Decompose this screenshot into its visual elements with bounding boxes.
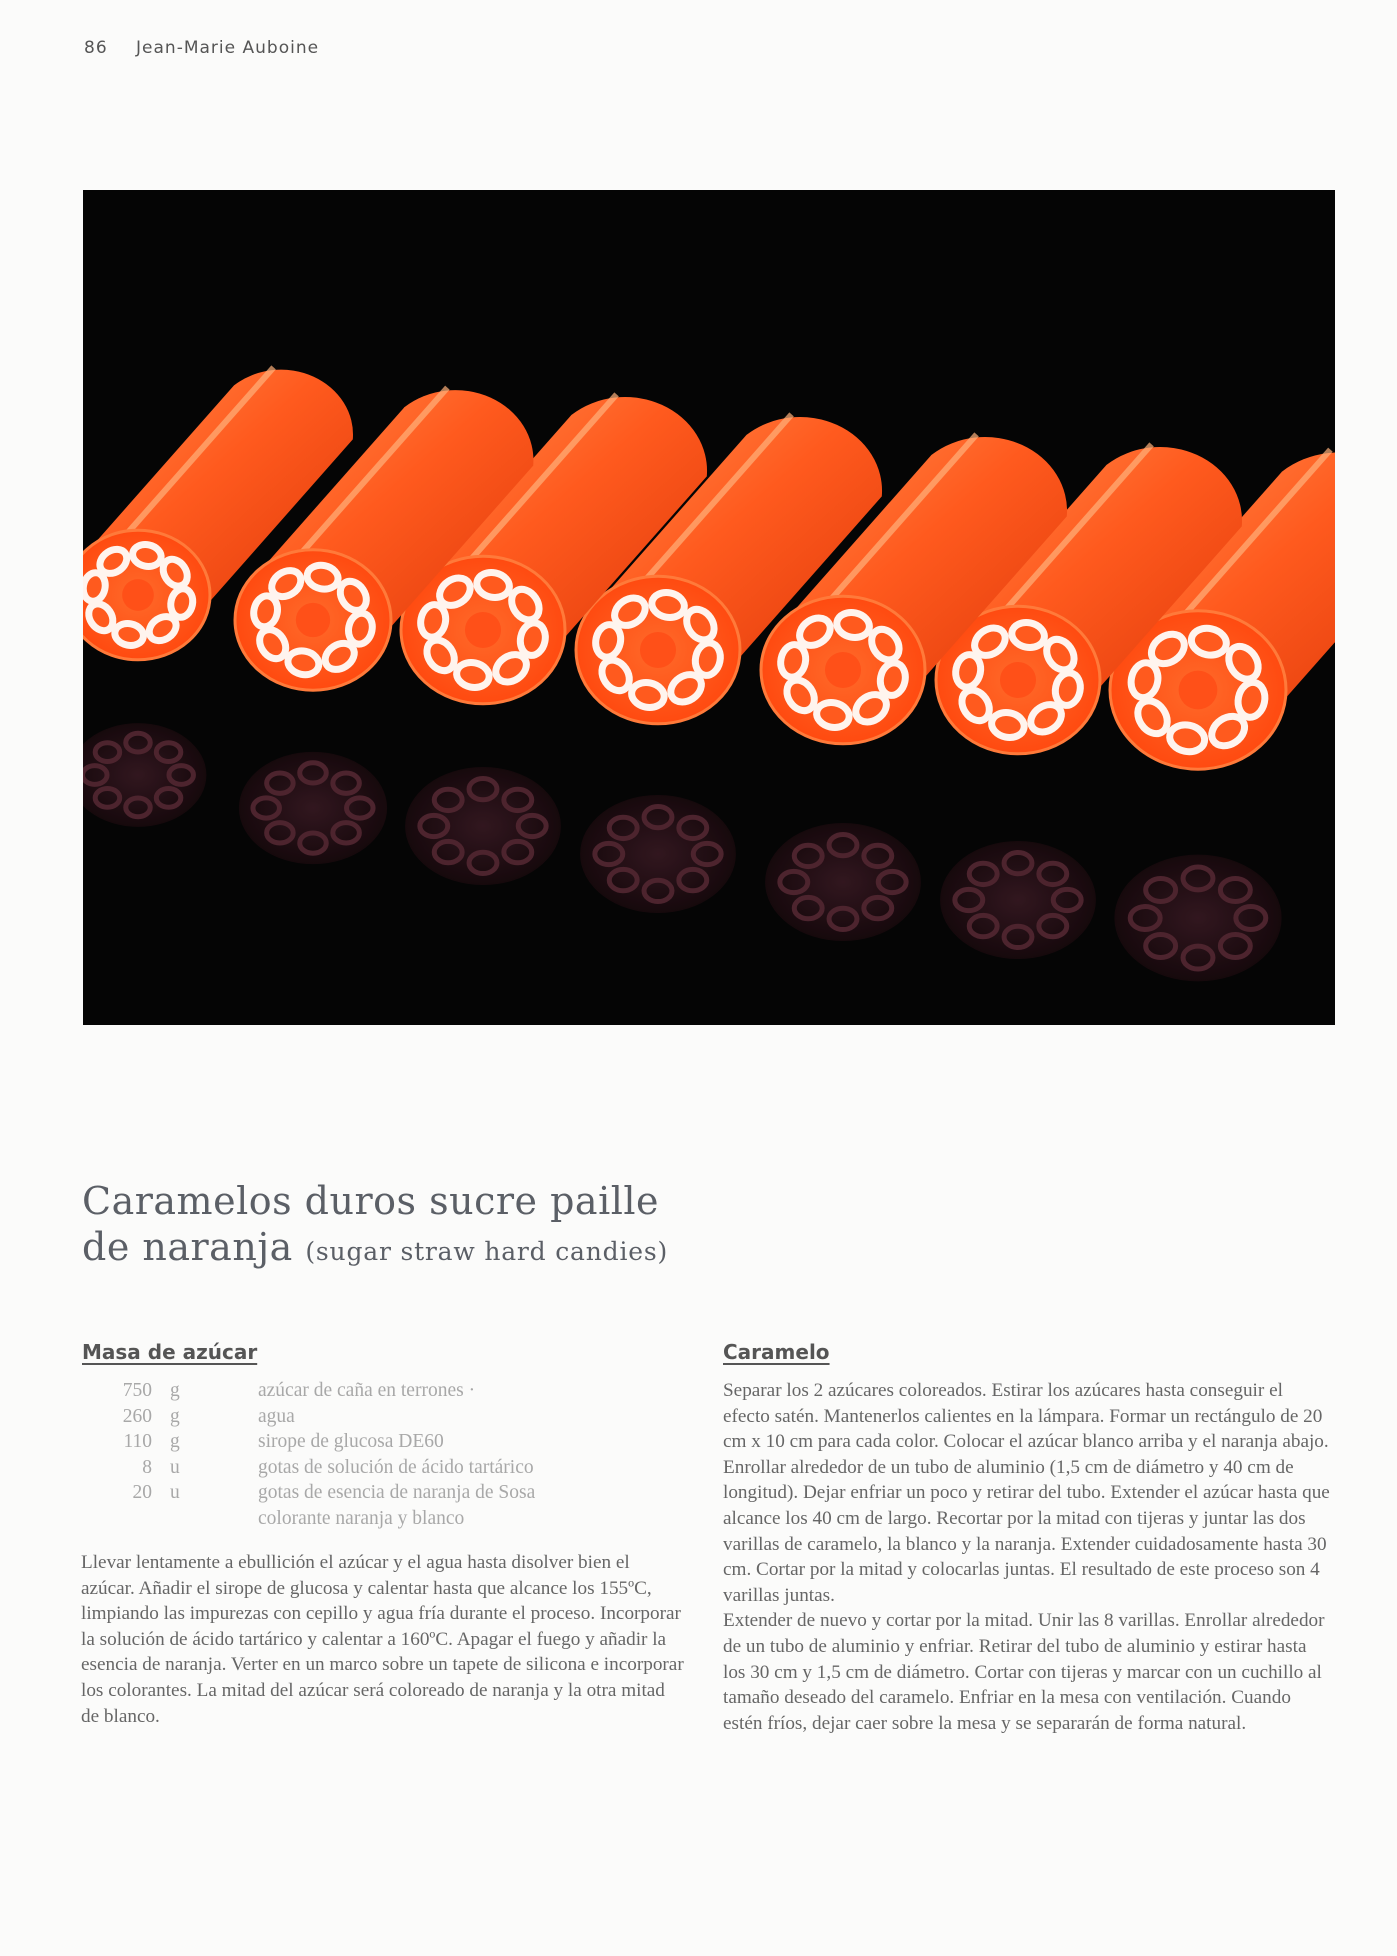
caramelo-instructions-block <box>723 1378 1333 1736</box>
title-line-1: Caramelos duros sucre paille <box>82 1179 660 1223</box>
ingredient-row <box>82 1429 642 1455</box>
ingredient-unit: g <box>170 1380 180 1401</box>
ingredient-row <box>82 1404 642 1430</box>
candy-reflection <box>239 752 387 864</box>
ingredient-name: azúcar de caña en terrones · <box>258 1380 476 1401</box>
ingredient-unit: u <box>170 1482 180 1504</box>
masa-heading: Masa de azúcar <box>82 1340 258 1364</box>
ingredient-unit: u <box>170 1456 180 1478</box>
ingredient-qty: 8 <box>142 1456 152 1478</box>
ingredient-unit: g <box>170 1405 180 1427</box>
caramelo-paragraph-2: Extender de nuevo y cortar por la mitad. Unir las 8 varillas. Enrollar alrededor de un tubo de aluminio y enfriar. Retirar del tubo de aluminio y estirar hasta los 30 cm y 1,5 cm de diámetro. Cortar con tijeras y marcar con un cuchillo al tamaño deseado del caramelo. Enfriar en la mesa con ventilación. Cuando estén fríos, dejar caer sobre la mesa y se separarán de forma natural. <box>723 1610 1325 1734</box>
ingredient-name: agua <box>258 1405 295 1427</box>
ingredient-qty: 20 <box>132 1482 152 1504</box>
page-number: 86 <box>84 38 108 58</box>
ingredient-qty: 260 <box>122 1405 152 1427</box>
ingredient-name: gotas de esencia de naranja de Sosa <box>258 1482 536 1504</box>
ingredient-name: colorante naranja y blanco <box>258 1507 465 1529</box>
ingredients-table <box>82 1378 642 1532</box>
candy-reflection <box>765 823 921 941</box>
ingredient-unit: g <box>170 1431 180 1453</box>
ingredient-qty: 750 <box>122 1380 152 1401</box>
candy-illustration <box>83 190 1335 1025</box>
candy-photo <box>83 190 1335 1025</box>
ingredient-row <box>82 1455 642 1481</box>
page-header <box>84 38 319 58</box>
ingredient-row <box>82 1480 642 1506</box>
candy-reflection <box>83 723 206 827</box>
ingredient-row <box>82 1506 642 1532</box>
masa-instructions-block <box>81 1550 687 1729</box>
ingredient-name: gotas de solución de ácido tartárico <box>258 1456 534 1478</box>
ingredient-qty <box>82 1506 152 1532</box>
author-name: Jean-Marie Auboine <box>136 38 320 58</box>
caramelo-paragraph-1: Separar los 2 azúcares coloreados. Estirar los azúcares hasta conseguir el efecto satén. Mantenerlos calientes en la lámpara. Formar un rectángulo de 20 cm x 10 cm para cada color. Colocar el azúcar blanco arriba y el naranja abajo. Enrollar alrededor de un tubo de aluminio (1,5 cm de diámetro y 40 cm de longitud). Dejar enfriar un poco y retirar del tubo. Extender el azúcar hasta que alcance los 40 cm de largo. Recortar por la mitad con tijeras y juntar las dos varillas de caramelo, la blanco y la naranja. Extender cuidadosamente hasta 30 cm. Cortar por la mitad y colocarlas juntas. El resultado de este proceso son 4 varillas juntas. <box>723 1380 1330 1606</box>
recipe-subtitle: (sugar straw hard candies) <box>305 1237 669 1266</box>
candy-reflection <box>1114 855 1281 982</box>
recipe-title <box>82 1178 982 1275</box>
candy-reflection <box>405 767 561 885</box>
caramelo-heading: Caramelo <box>723 1340 830 1364</box>
candy-reflection <box>580 795 736 913</box>
ingredient-name: sirope de glucosa DE60 <box>258 1431 444 1453</box>
ingredient-qty: 110 <box>123 1431 152 1453</box>
candy-reflection <box>940 841 1096 959</box>
ingredient-unit <box>152 1506 258 1532</box>
title-line-2: de naranja <box>82 1225 293 1269</box>
ingredient-row <box>82 1378 642 1404</box>
masa-instructions: Llevar lentamente a ebullición el azúcar y el agua hasta disolver bien el azúcar. Añadir el sirope de glucosa y calentar hasta que alcance los 155ºC, limpiando las impurezas con cepillo y agua fría durante el proceso. Incorporar la solución de ácido tartárico y calentar a 160ºC. Apagar el fuego y añadir la esencia de naranja. Verter en un marco sobre un tapete de silicona e incorporar los colorantes. La mitad del azúcar será coloreado de naranja y la otra mitad de blanco. <box>81 1552 684 1727</box>
